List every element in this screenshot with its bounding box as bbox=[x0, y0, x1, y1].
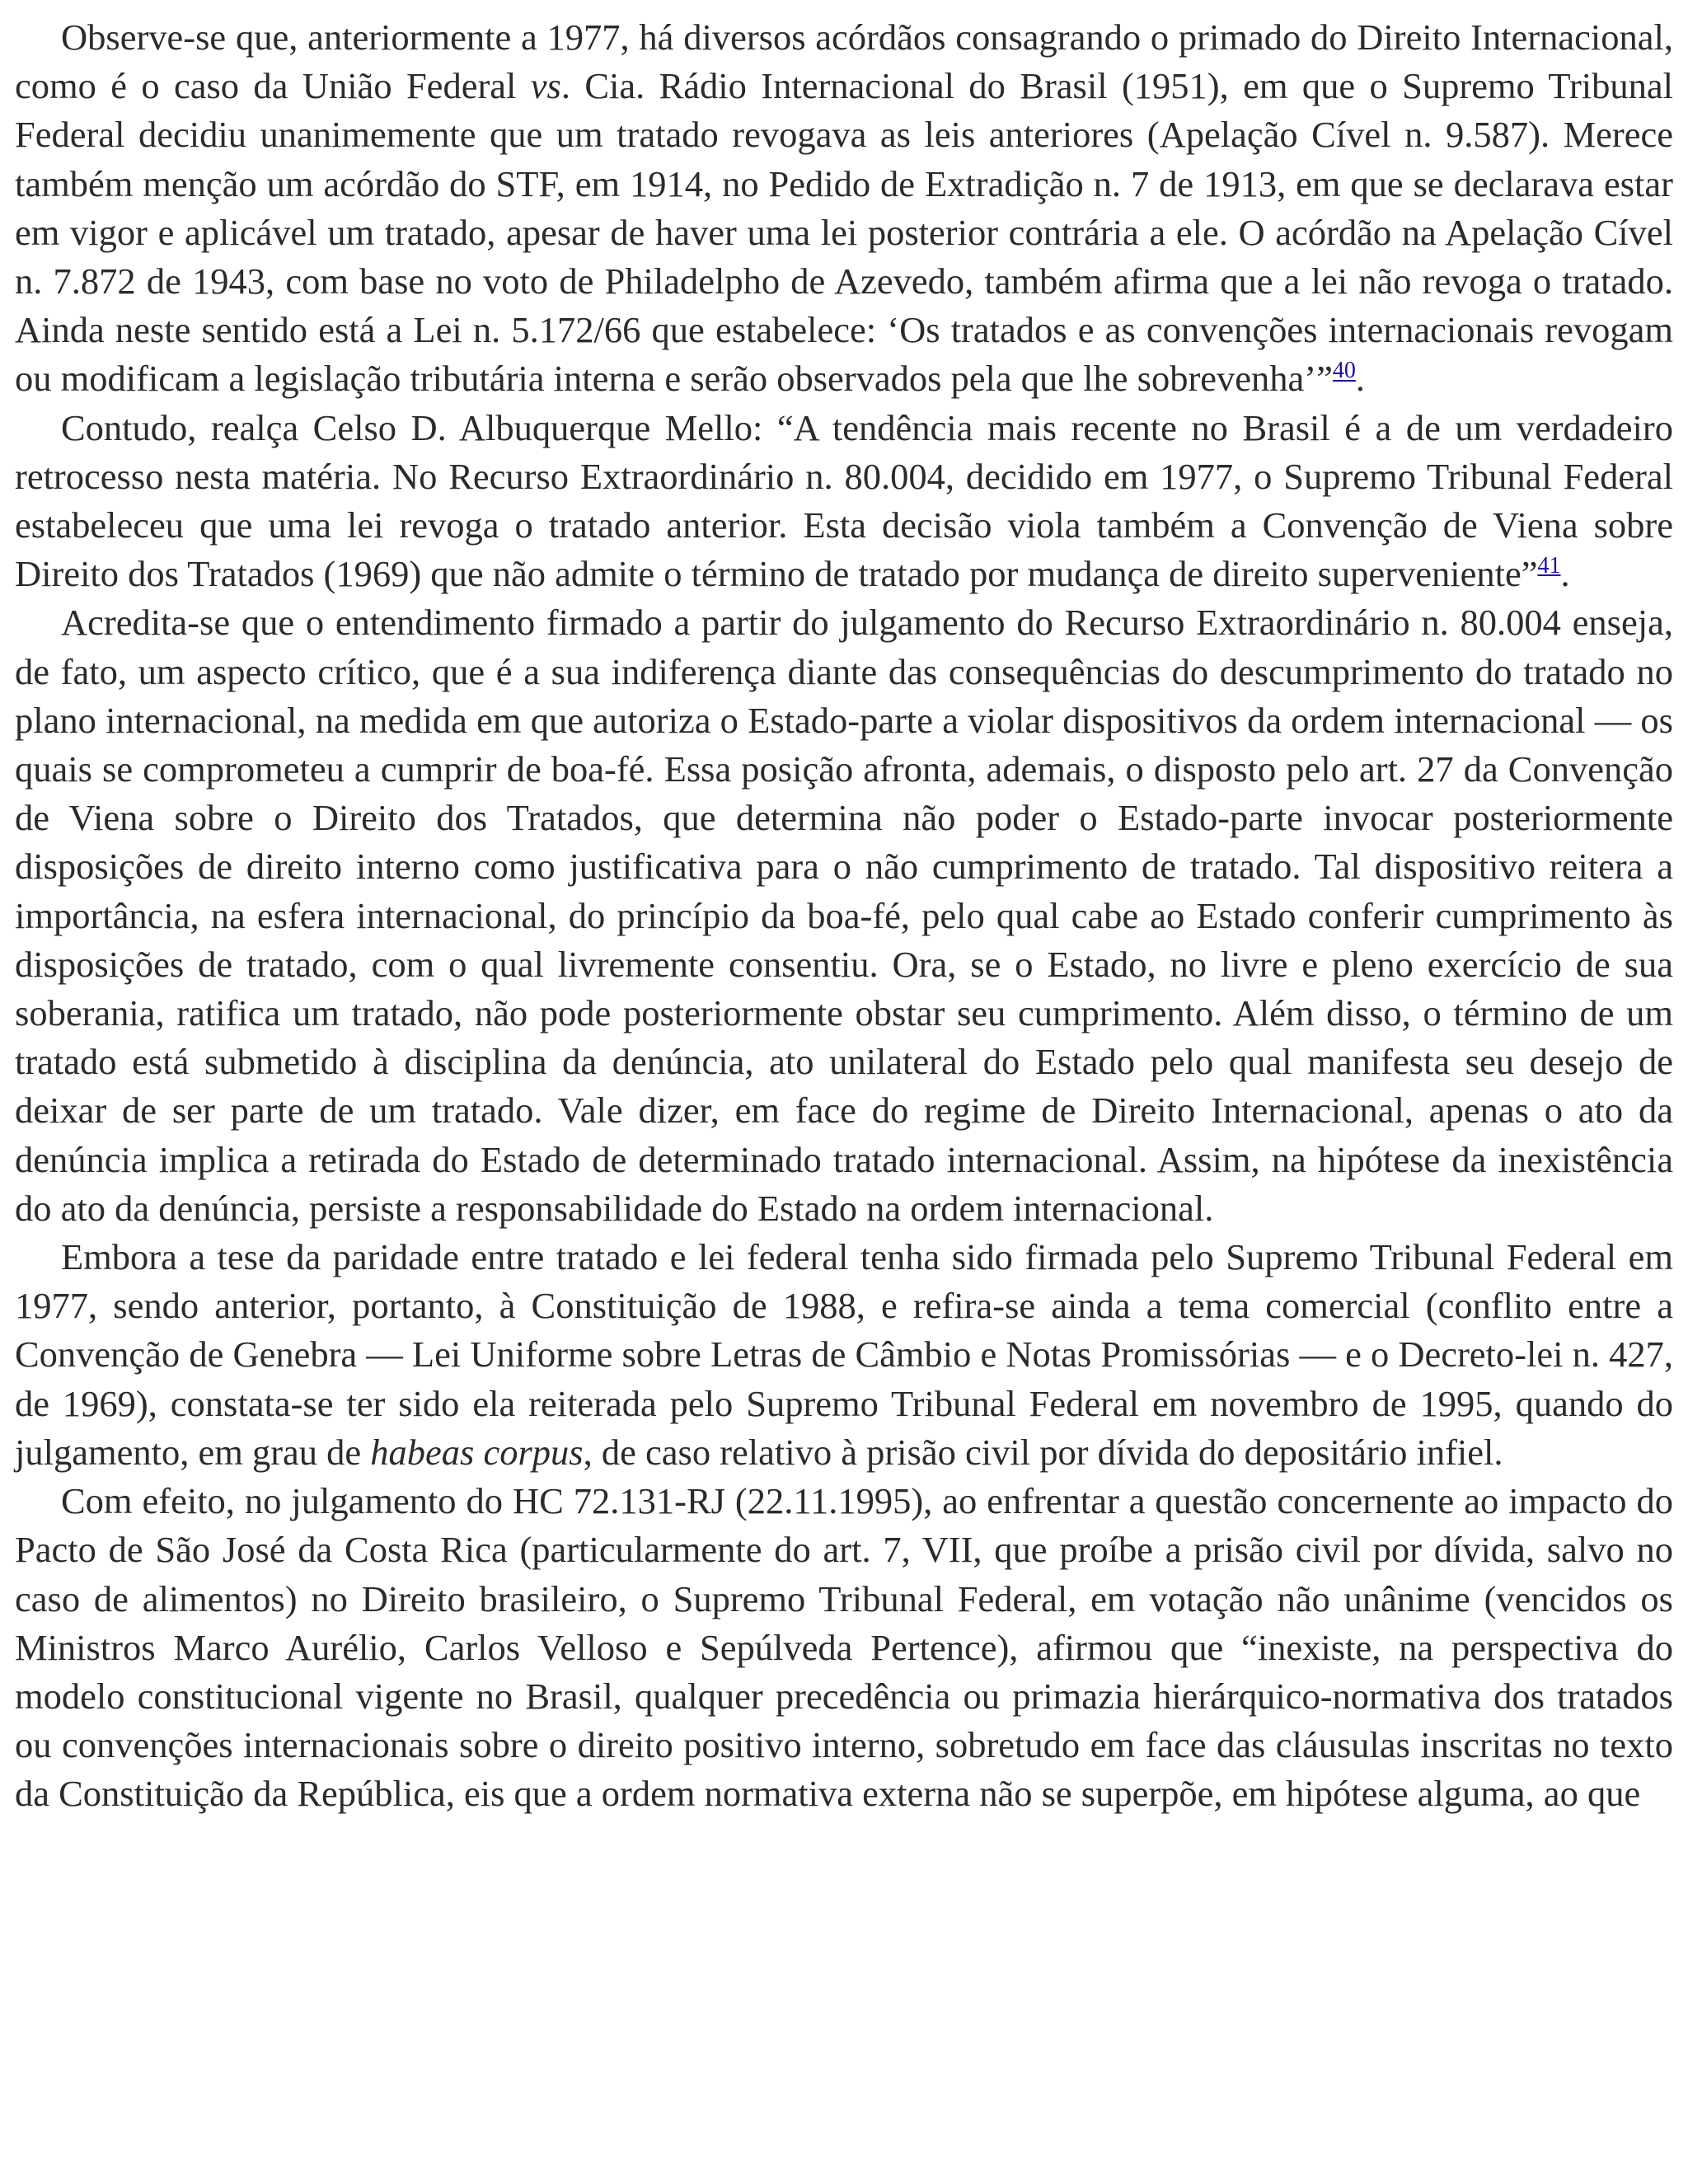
paragraph-4 bbox=[15, 1233, 1673, 1477]
paragraph-1 bbox=[15, 13, 1673, 404]
paragraph-2 bbox=[15, 404, 1673, 599]
paragraph-1-text-b: . Cia. Rádio Internacional do Brasil (1951), em que o Supremo Tribunal Federal decidiu unanimemente que um tratado revogava as leis anteriores (Apelação Cível n. 9.587). Merece também menção um acórdão do STF, em 1914, no Pedido de Extradição n. 7 de 1913, em que se declarava estar em vigor e aplicável um tratado, apesar de haver uma lei posterior contrária a ele. O acórdão na Apelação Cível n. 7.872 de 1943, com base no voto de Philadelpho de Azevedo, também afirma que a lei não revoga o tratado. Ainda neste sentido está a Lei n. 5.172/66 que estabelece: ‘Os tratados e as convenções internacionais revogam ou modificam a legislação tributária interna e serão observados pela que lhe sobrevenha’” bbox=[15, 65, 1673, 400]
paragraph-3-text: Acredita-se que o entendimento firmado a partir do julgamento do Recurso Extraordinário n. 80.004 enseja, de fato, um aspecto crítico, que é a sua indiferença diante das consequências do descumprimento do tratado no plano internacional, na medida em que autoriza o Estado-parte a violar dispositivos da ordem internacional — os quais se comprometeu a cumprir de boa-fé. Essa posição afronta, ademais, o disposto pelo art. 27 da Convenção de Viena sobre o Direito dos Tratados, que determina não poder o Estado-parte invocar posteriormente disposições de direito interno como justificativa para o não cumprimento de tratado. Tal dispositivo reitera a importância, na esfera internacional, do princípio da boa-fé, pelo qual cabe ao Estado conferir cumprimento às disposições de tratado, com o qual livremente consentiu. Ora, se o Estado, no livre e pleno exercício de sua soberania, ratifica um tratado, não pode posteriormente obstar seu cumprimento. Além disso, o término de um tratado está submetido à disciplina da denúncia, ato unilateral do Estado pelo qual manifesta seu desejo de deixar de ser parte de um tratado. Vale dizer, em face do regime de Direito Internacional, apenas o ato da denúncia implica a retirada do Estado de determinado tratado internacional. Assim, na hipótese da inexistência do ato da denúncia, persiste a responsabilidade do Estado na ordem internacional. bbox=[15, 602, 1673, 1229]
paragraph-3 bbox=[15, 598, 1673, 1233]
paragraph-4-text-b: , de caso relativo à prisão civil por dívida do depositário infiel. bbox=[583, 1431, 1503, 1473]
paragraph-1-end: . bbox=[1355, 358, 1365, 400]
footnote-link-40[interactable]: 40 bbox=[1332, 358, 1356, 384]
paragraph-5-text: Com efeito, no julgamento do HC 72.131-RJ (22.11.1995), ao enfrentar a questão concernente ao impacto do Pacto de São José da Costa Rica (particularmente do art. 7, VII, que proíbe a prisão civil por dívida, salvo no caso de alimentos) no Direito brasileiro, o Supremo Tribunal Federal, em votação não unânime (vencidos os Ministros Marco Aurélio, Carlos Velloso e Sepúlveda Pertence), afirmou que “inexiste, na perspectiva do modelo constitucional vigente no Brasil, qualquer precedência ou primazia hierárquico-normativa dos tratados ou convenções internacionais sobre o direito positivo interno, sobretudo em face das cláusulas inscritas no texto da Constituição da República, eis que a ordem normativa externa não se superpõe, em hipótese alguma, ao que bbox=[15, 1480, 1673, 1815]
paragraph-4-italic-habeas-corpus: habeas corpus bbox=[370, 1431, 584, 1473]
paragraph-1-italic-vs: vs bbox=[530, 65, 561, 107]
paragraph-4-text-a: Embora a tese da paridade entre tratado e lei federal tenha sido firmada pelo Supremo Tribunal Federal em 1977, sendo anterior, portanto, à Constituição de 1988, e refira-se ainda a tema comercial (conflito entre a Convenção de Genebra — Lei Uniforme sobre Letras de Câmbio e Notas Promissórias — e o Decreto-lei n. 427, de 1969), constata-se ter sido ela reiterada pelo Supremo Tribunal Federal em novembro de 1995, quando do julgamento, em grau de bbox=[15, 1236, 1673, 1473]
paragraph-5 bbox=[15, 1477, 1673, 1818]
document-page bbox=[15, 13, 1673, 1819]
paragraph-2-text: Contudo, realça Celso D. Albuquerque Mello: “A tendência mais recente no Brasil é a de um verdadeiro retrocesso nesta matéria. No Recurso Extraordinário n. 80.004, decidido em 1977, o Supremo Tribunal Federal estabeleceu que uma lei revoga o tratado anterior. Esta decisão viola também a Convenção de Viena sobre Direito dos Tratados (1969) que não admite o término de tratado por mudança de direito superveniente” bbox=[15, 406, 1673, 595]
paragraph-1-text-a: Observe-se que, anteriormente a 1977, há diversos acórdãos consagrando o primado do Direito Internacional, como é o caso da União Federal bbox=[15, 16, 1673, 107]
footnote-link-41[interactable]: 41 bbox=[1537, 553, 1561, 579]
paragraph-2-end: . bbox=[1560, 553, 1570, 595]
